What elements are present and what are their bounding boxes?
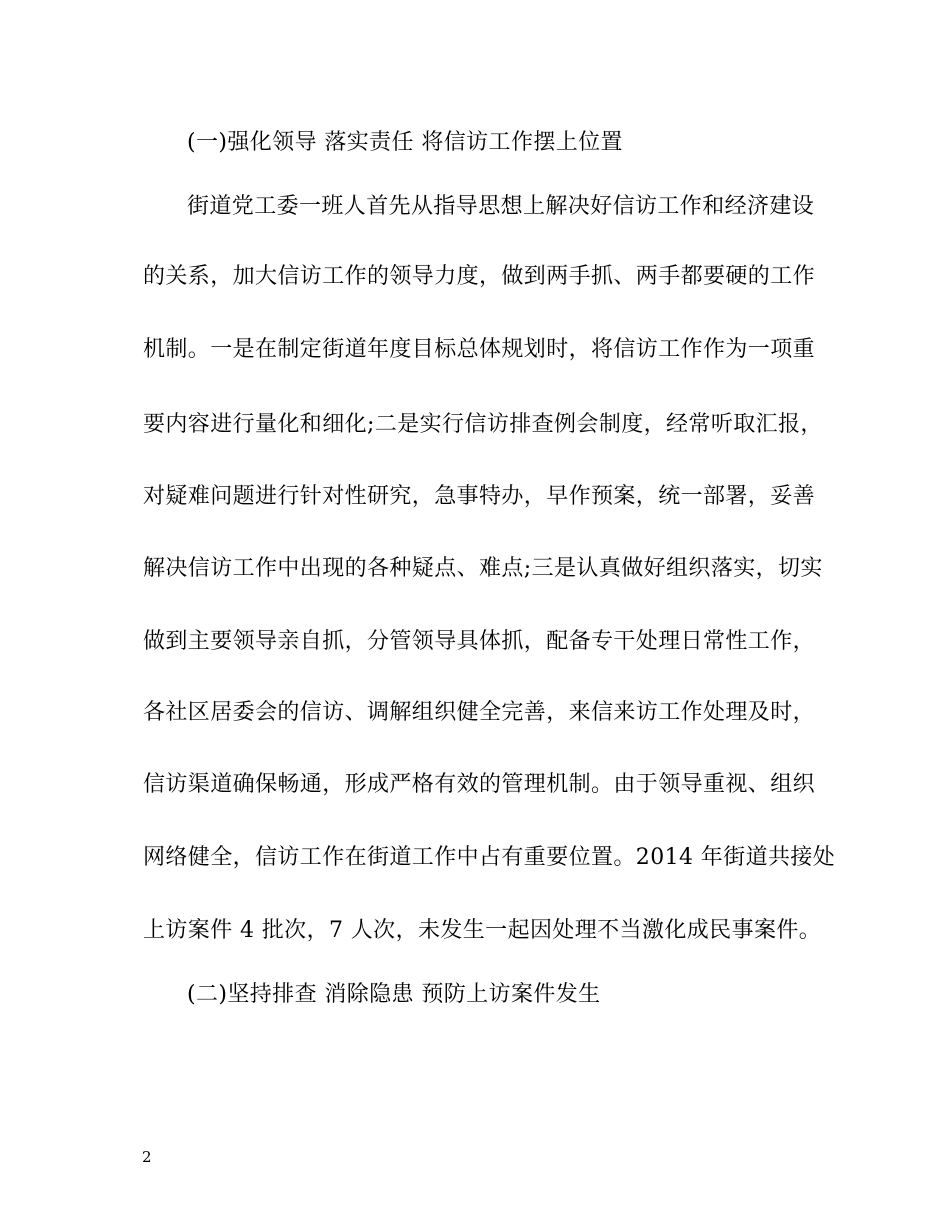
paragraph-line: 解决信访工作中出现的各种疑点、难点;三是认真做好组织落实，切实 bbox=[143, 556, 823, 581]
paragraph-line: 网络健全，信访工作在街道工作中占有重要位置。2014 年街道共接处 bbox=[143, 845, 836, 870]
paragraph-line: 上访案件 4 批次，7 人次，未发生一起因处理不当激化成民事案件。 bbox=[143, 918, 822, 943]
paragraph-line: 做到主要领导亲自抓，分管领导具体抓，配备专干处理日常性工作， bbox=[143, 629, 816, 654]
paragraph-line: 信访渠道确保畅通，形成严格有效的管理机制。由于领导重视、组织 bbox=[143, 772, 816, 797]
page-number: 2 bbox=[142, 1148, 152, 1166]
paragraph-line: 要内容进行量化和细化;二是实行信访排查例会制度，经常听取汇报， bbox=[143, 412, 823, 437]
paragraph-line: 各社区居委会的信访、调解组织健全完善，来信来访工作处理及时， bbox=[143, 700, 816, 725]
paragraph-line: 的关系，加大信访工作的领导力度，做到两手抓、两手都要硬的工作 bbox=[143, 264, 816, 289]
paragraph-line: 机制。一是在制定街道年度目标总体规划时，将信访工作作为一项重 bbox=[143, 337, 816, 362]
paragraph-line: 街道党工委一班人首先从指导思想上解决好信访工作和经济建设 bbox=[187, 194, 815, 219]
section-heading-2: (二)坚持排查 消除隐患 预防上访案件发生 bbox=[187, 982, 601, 1007]
section-heading-1: (一)强化领导 落实责任 将信访工作摆上位置 bbox=[187, 130, 623, 155]
paragraph-line: 对疑难问题进行针对性研究，急事特办，早作预案，统一部署，妥善 bbox=[143, 484, 816, 509]
